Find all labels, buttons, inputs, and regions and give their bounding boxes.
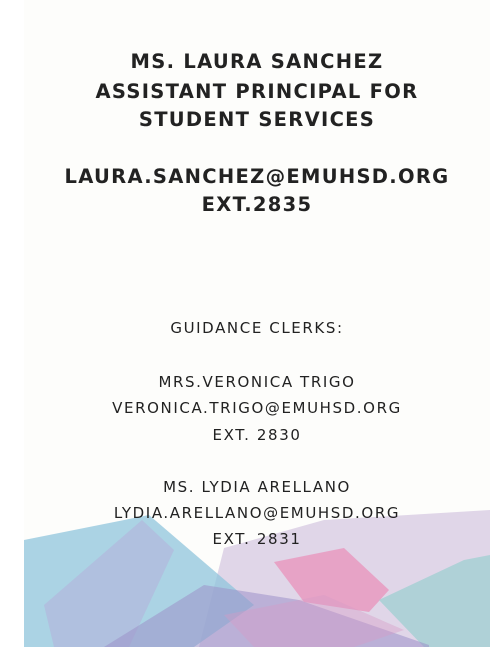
guidance-heading: GUIDANCE CLERKS: xyxy=(170,319,344,337)
principal-title-line2: STUDENT SERVICES xyxy=(138,108,376,131)
clerk-2-name: MS. LYDIA ARELLANO xyxy=(163,478,351,496)
principal-title-line1: ASSISTANT PRINCIPAL FOR xyxy=(95,80,419,103)
clerk-2-email: LYDIA.ARELLANO@EMUHSD.ORG xyxy=(113,504,401,522)
clerk-1-email: VERONICA.TRIGO@EMUHSD.ORG xyxy=(112,399,402,417)
clerk-2-ext: EXT. 2831 xyxy=(212,530,302,548)
principal-ext: EXT.2835 xyxy=(201,193,313,216)
principal-name: MS. LAURA SANCHEZ xyxy=(130,50,384,73)
contact-card xyxy=(24,0,490,647)
principal-email: LAURA.SANCHEZ@EMUHSD.ORG xyxy=(64,165,450,188)
clerk-1-name: MRS.VERONICA TRIGO xyxy=(158,373,356,391)
clerk-1-ext: EXT. 2830 xyxy=(212,426,302,444)
